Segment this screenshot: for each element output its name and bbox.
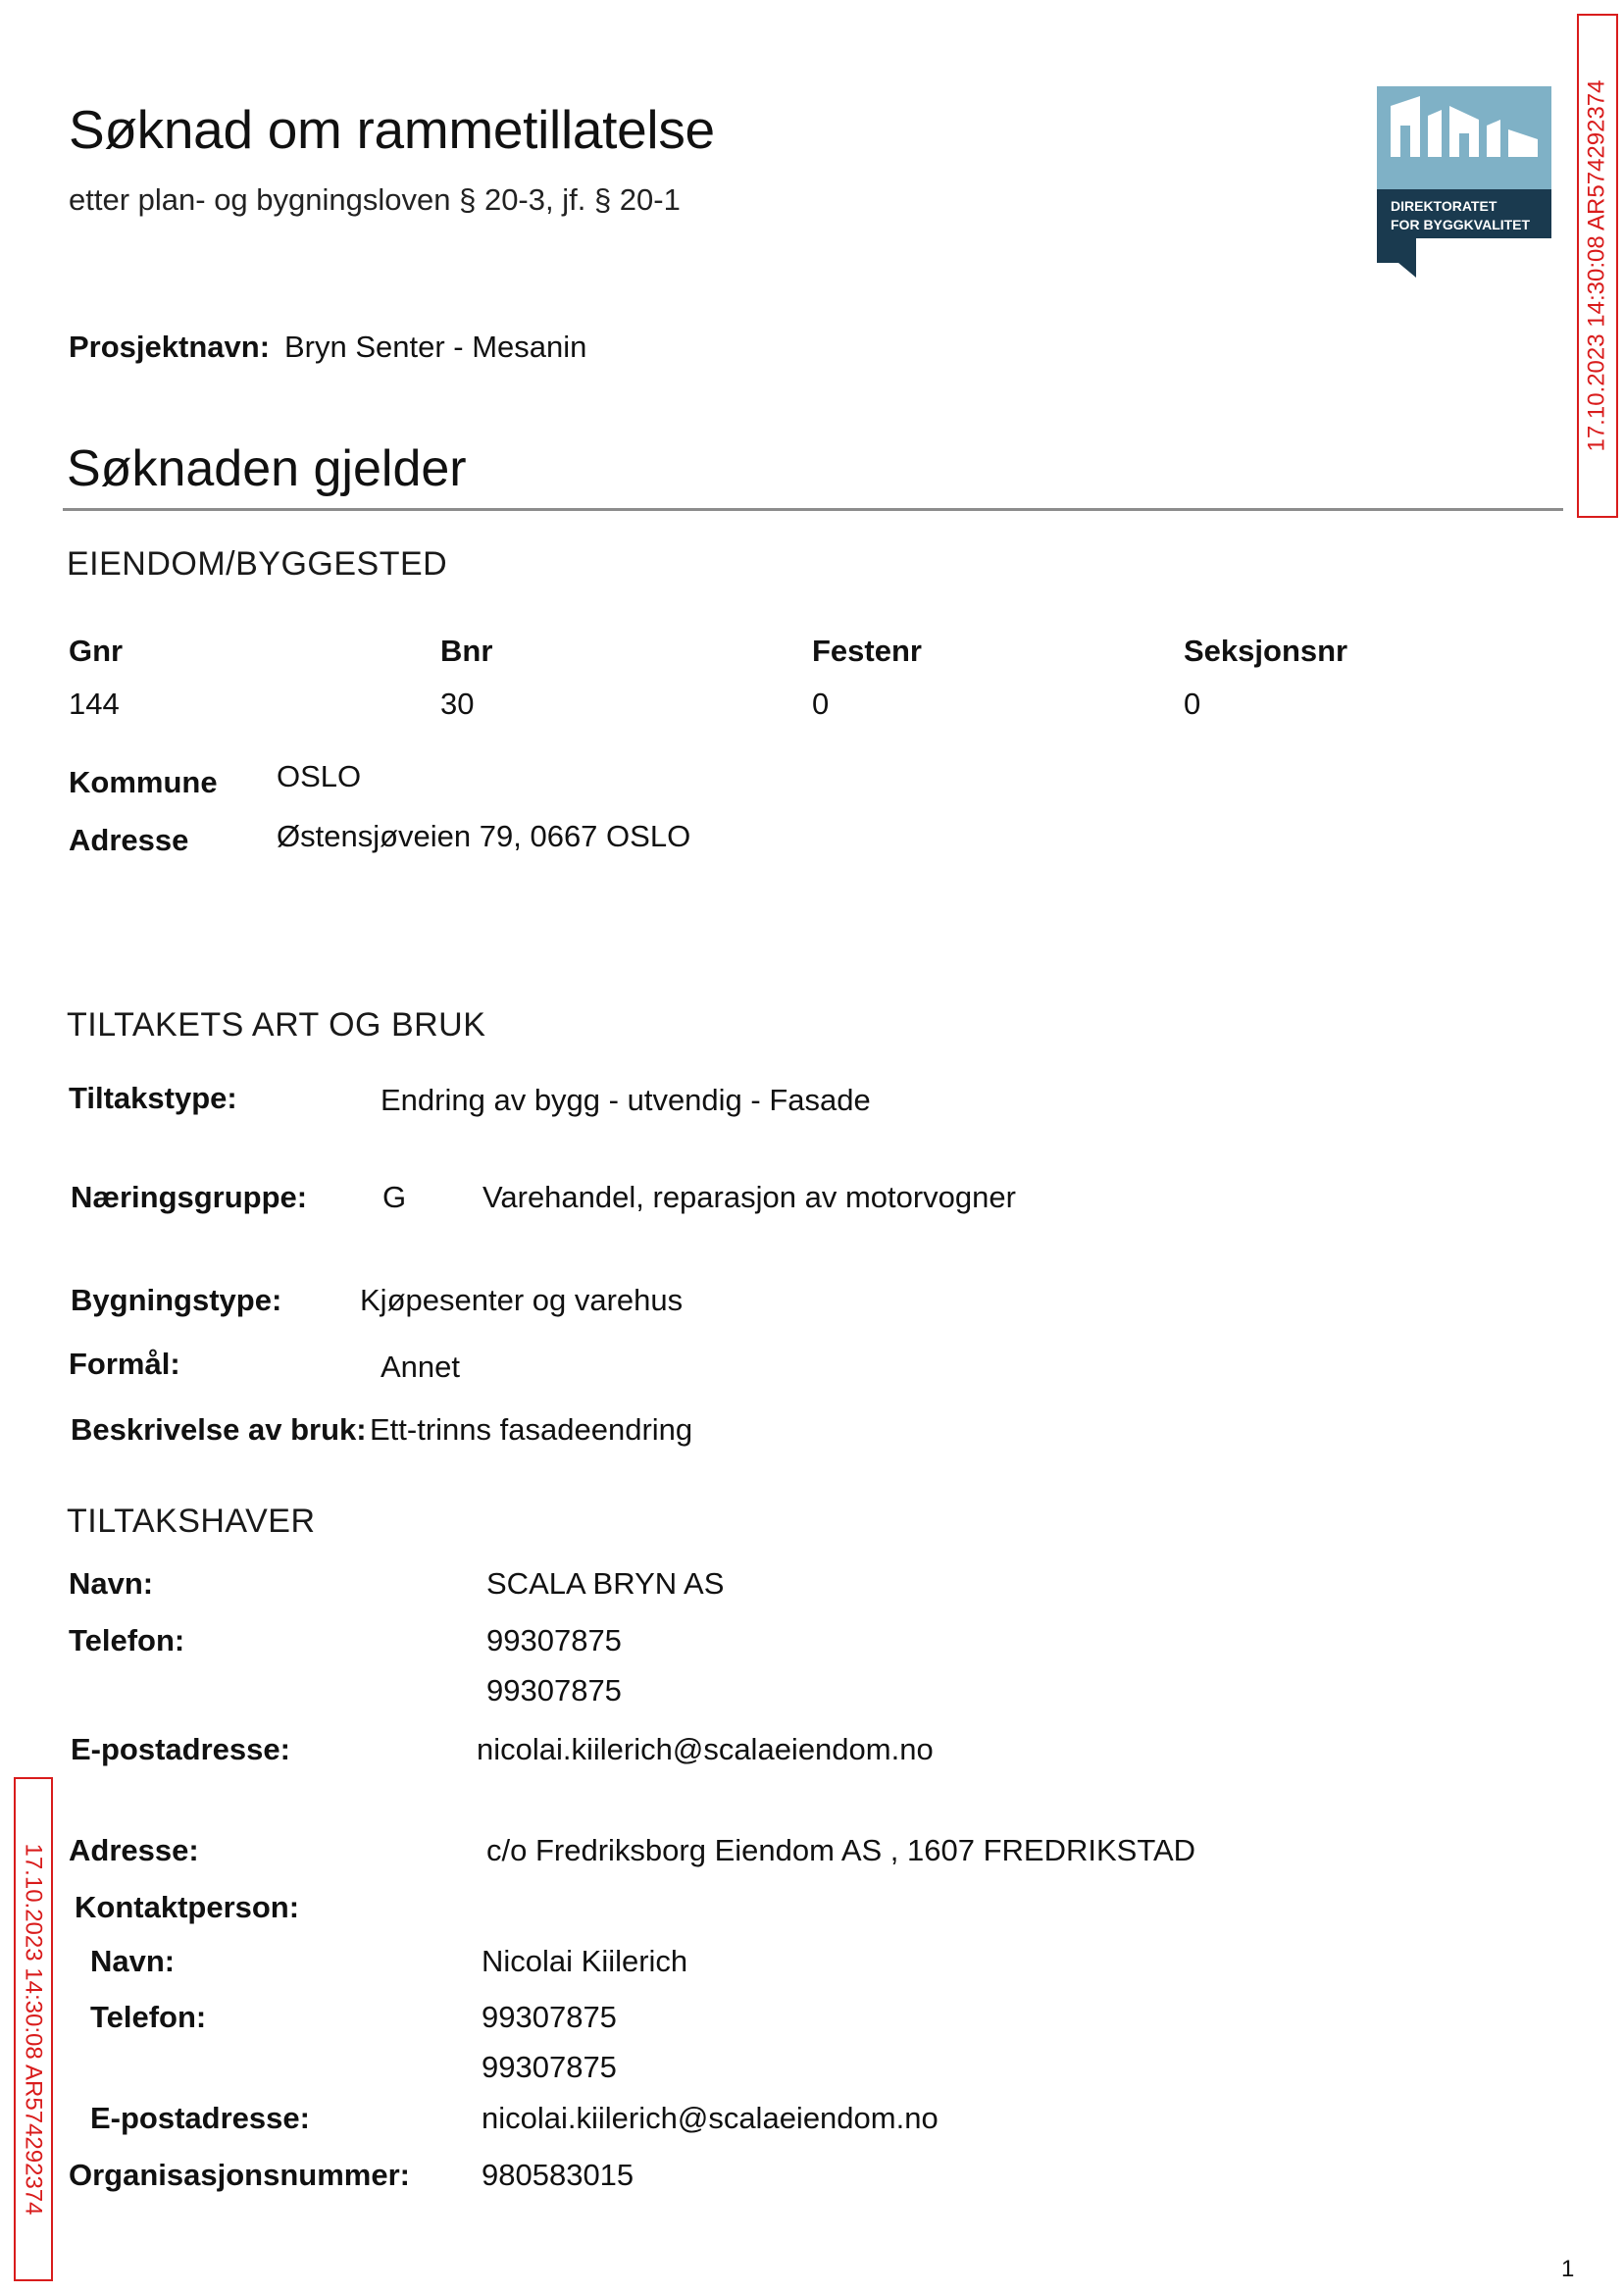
kontakt-navn-value: Nicolai Kiilerich xyxy=(482,1944,688,1978)
telefon-label: Telefon: xyxy=(69,1623,185,1657)
bnr-label: Bnr xyxy=(440,634,493,668)
organisasjonsnummer-value: 980583015 xyxy=(482,2158,634,2192)
bygningstype-value: Kjøpesenter og varehus xyxy=(360,1283,684,1317)
naeringsgruppe-code: G xyxy=(382,1180,407,1214)
eiendom-heading: EIENDOM/BYGGESTED xyxy=(67,545,448,583)
telefon-value-1: 99307875 xyxy=(486,1623,622,1657)
festenr-value: 0 xyxy=(812,687,830,721)
document-subtitle: etter plan- og bygningsloven § 20-3, jf. § 20-1 xyxy=(69,182,681,217)
section-divider xyxy=(63,508,1563,511)
adresse-value: Østensjøveien 79, 0667 OSLO xyxy=(277,819,691,853)
tiltak-heading: TILTAKETS ART OG BRUK xyxy=(67,1006,486,1044)
kontaktperson-label: Kontaktperson: xyxy=(75,1890,300,1924)
festenr-label: Festenr xyxy=(812,634,922,668)
kontakt-navn-label: Navn: xyxy=(90,1944,176,1978)
tiltakstype-label: Tiltakstype: xyxy=(69,1081,237,1115)
kontakt-epost-label: E-postadresse: xyxy=(90,2101,310,2135)
gnr-label: Gnr xyxy=(69,634,124,668)
navn-value: SCALA BRYN AS xyxy=(486,1566,725,1601)
timestamp-stamp-right xyxy=(1577,14,1618,518)
timestamp-stamp-left xyxy=(14,1777,53,2281)
tiltakshaver-heading: TILTAKSHAVER xyxy=(67,1503,316,1540)
naeringsgruppe-label: Næringsgruppe: xyxy=(71,1180,308,1214)
adresse-label: Adresse xyxy=(69,823,189,857)
beskrivelse-label: Beskrivelse av bruk: xyxy=(71,1412,367,1447)
bnr-value: 30 xyxy=(440,687,475,721)
logo-text-line1: DIREKTORATET xyxy=(1391,198,1497,214)
section-heading: Søknaden gjelder xyxy=(67,440,467,497)
dibk-logo xyxy=(1377,86,1551,278)
navn-label: Navn: xyxy=(69,1566,154,1601)
stamp-text: 17.10.2023 14:30:08 AR574292374 xyxy=(1584,79,1610,452)
bygningstype-label: Bygningstype: xyxy=(71,1283,282,1317)
naeringsgruppe-value: Varehandel, reparasjon av motorvogner xyxy=(482,1180,1016,1214)
kontakt-telefon-label: Telefon: xyxy=(90,2000,207,2034)
telefon-value-2: 99307875 xyxy=(486,1673,622,1708)
organisasjonsnummer-label: Organisasjonsnummer: xyxy=(69,2158,410,2192)
formal-value: Annet xyxy=(381,1350,461,1384)
document-title: Søknad om rammetillatelse xyxy=(69,99,715,160)
epost-label: E-postadresse: xyxy=(71,1732,290,1766)
project-name-value: Bryn Senter - Mesanin xyxy=(284,330,587,364)
kontakt-epost-value: nicolai.kiilerich@scalaeiendom.no xyxy=(482,2101,939,2135)
logo-text-line2: FOR BYGGKVALITET xyxy=(1391,217,1531,232)
formal-label: Formål: xyxy=(69,1347,180,1381)
tiltakshaver-adresse-label: Adresse: xyxy=(69,1833,199,1867)
project-name-label: Prosjektnavn: xyxy=(69,330,271,364)
seksjonsnr-label: Seksjonsnr xyxy=(1184,634,1348,668)
stamp-text: 17.10.2023 14:30:08 AR574292374 xyxy=(21,1843,47,2216)
tiltakstype-value: Endring av bygg - utvendig - Fasade xyxy=(381,1083,871,1117)
kommune-label: Kommune xyxy=(69,765,218,799)
epost-value: nicolai.kiilerich@scalaeiendom.no xyxy=(477,1732,934,1766)
tiltakshaver-adresse-value: c/o Fredriksborg Eiendom AS , 1607 FREDRIKSTAD xyxy=(486,1833,1196,1867)
beskrivelse-value: Ett-trinns fasadeendring xyxy=(370,1412,693,1447)
page-number: 1 xyxy=(1561,2256,1575,2282)
kommune-value: OSLO xyxy=(277,759,362,793)
gnr-value: 144 xyxy=(69,687,120,721)
kontakt-telefon-value-1: 99307875 xyxy=(482,2000,617,2034)
kontakt-telefon-value-2: 99307875 xyxy=(482,2050,617,2084)
seksjonsnr-value: 0 xyxy=(1184,687,1201,721)
